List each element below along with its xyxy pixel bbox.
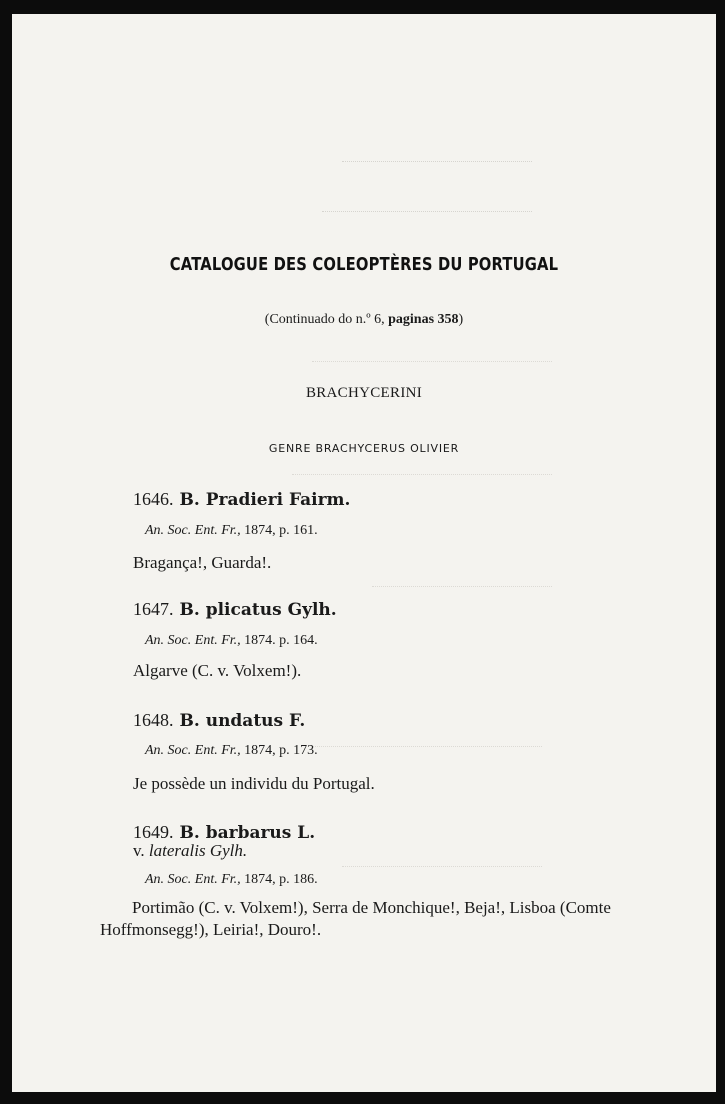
reference xyxy=(145,523,318,539)
reference-detail: 1874. p. 164. xyxy=(244,633,318,648)
species-name: B. Pradieri Fairm. xyxy=(179,490,351,510)
continuation-suffix: ) xyxy=(458,312,464,327)
entry-number: 1648. xyxy=(133,710,174,730)
localities: Je possède un individu du Portugal. xyxy=(133,774,375,793)
tribe-heading: BRACHYCERINI xyxy=(305,385,423,401)
reference xyxy=(145,872,318,888)
localities: Portimão (C. v. Volxem!), Serra de Monchique!, Beja!, Lisboa (Comte Hoffmonsegg!), Leiria!, Douro!. xyxy=(100,898,611,939)
species-name: B. plicatus Gylh. xyxy=(179,600,337,620)
species-heading xyxy=(133,489,350,510)
variety-name: lateralis Gylh. xyxy=(148,841,248,860)
show-through-line xyxy=(372,574,552,587)
reference-journal: An. Soc. Ent. Fr., xyxy=(145,872,241,887)
reference xyxy=(145,743,318,759)
species-name: B. undatus F. xyxy=(179,711,306,731)
show-through-line xyxy=(342,149,532,162)
reference-detail: 1874, p. 173. xyxy=(244,743,318,758)
variety-prefix: v. xyxy=(133,841,145,860)
show-through-line xyxy=(312,734,542,747)
show-through-line xyxy=(292,462,552,475)
continuation-note xyxy=(12,312,716,328)
localities: Bragança!, Guarda!. xyxy=(133,553,272,572)
reference-detail: 1874, p. 186. xyxy=(244,872,318,887)
reference-detail: 1874, p. 161. xyxy=(244,523,318,538)
variety-line xyxy=(133,841,247,861)
reference xyxy=(145,633,318,649)
document-page xyxy=(12,14,716,1092)
reference-journal: An. Soc. Ent. Fr., xyxy=(145,523,241,538)
catalogue-title: CATALOGUE DES COLEOPTÈRES DU PORTUGAL xyxy=(169,254,559,275)
continuation-pages: paginas 358 xyxy=(388,312,459,327)
show-through-line xyxy=(322,199,532,212)
species-heading xyxy=(133,710,305,731)
show-through-line xyxy=(342,854,542,867)
reference-journal: An. Soc. Ent. Fr., xyxy=(145,743,241,758)
species-heading xyxy=(133,599,337,620)
show-through-line xyxy=(312,349,552,362)
localities: Algarve (C. v. Volxem!). xyxy=(133,661,302,680)
species-name: B. barbarus L. xyxy=(179,823,316,843)
continuation-prefix: (Continuado do n.º 6, xyxy=(264,312,389,327)
genre-heading: GENRE BRACHYCERUS OLIVIER xyxy=(268,442,460,455)
entry-number: 1646. xyxy=(133,489,174,509)
entry-number: 1647. xyxy=(133,599,174,619)
species-heading xyxy=(133,822,315,843)
entry-number: 1649. xyxy=(133,822,174,842)
reference-journal: An. Soc. Ent. Fr., xyxy=(145,633,241,648)
